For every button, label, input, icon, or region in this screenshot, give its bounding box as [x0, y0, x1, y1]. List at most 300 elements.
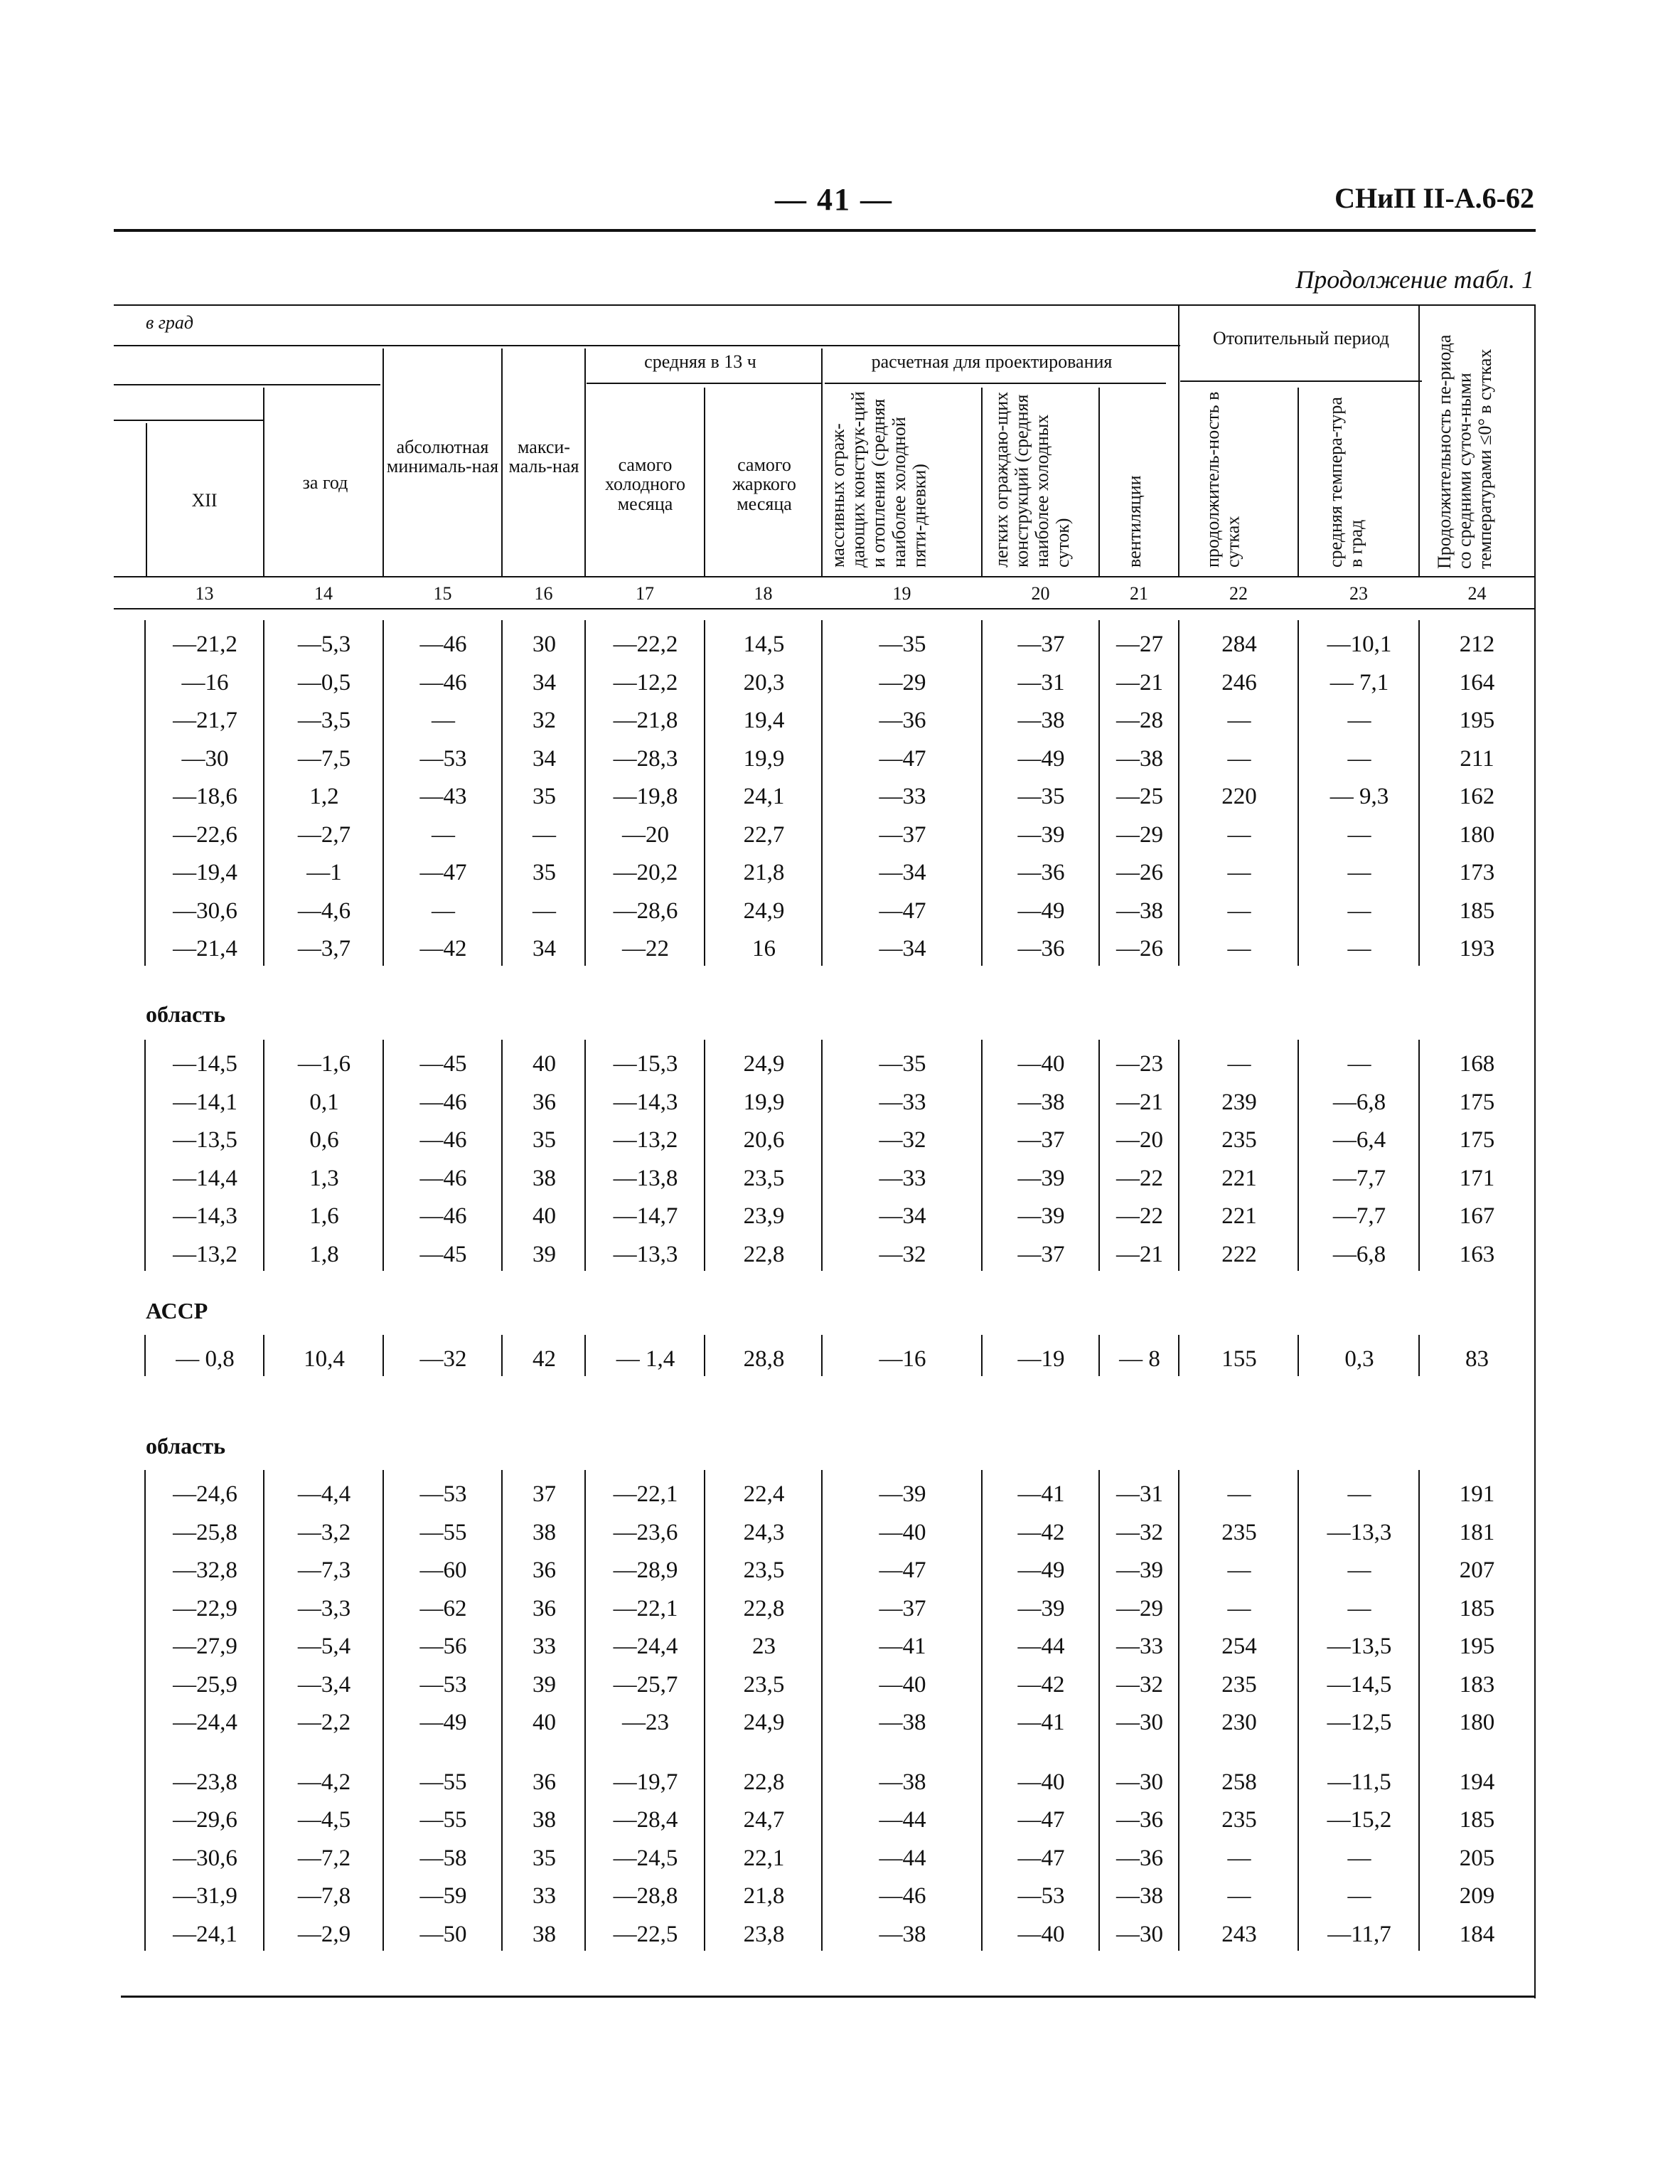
cell-abs-min: —62 — [419, 1595, 467, 1621]
cell-ventilation: —27 — [1116, 632, 1163, 657]
cell-xii: —32,8 — [173, 1557, 237, 1583]
cell-duration: 246 — [1221, 669, 1257, 696]
cell-period-days: 194 — [1459, 1769, 1495, 1795]
cell-ventilation: —32 — [1116, 1519, 1163, 1545]
cell-max: 37 — [533, 1481, 556, 1507]
table-row — [0, 1514, 1680, 1551]
table-row — [0, 664, 1680, 701]
header-col-ventilation: вентиляции — [1124, 475, 1145, 568]
column-separator — [584, 620, 586, 966]
cell-ventilation: —38 — [1116, 1883, 1163, 1909]
column-separator — [1178, 620, 1179, 966]
cell-year: —2,9 — [297, 1921, 351, 1947]
column-separator — [981, 1470, 983, 1951]
group-label: область — [146, 1433, 225, 1459]
cell-massive: —38 — [879, 1710, 926, 1735]
cell-avg-temp: — 9,3 — [1329, 784, 1389, 809]
cell-ventilation: —22 — [1116, 1165, 1163, 1191]
cell-period-days: 209 — [1459, 1883, 1495, 1909]
header-mean-13h: средняя в 13 ч — [644, 351, 756, 372]
cell-ventilation: —21 — [1116, 669, 1163, 696]
cell-cold-month: —25,7 — [613, 1671, 678, 1698]
group-label: АССР — [146, 1298, 208, 1323]
cell-light: —41 — [1017, 1710, 1065, 1735]
cell-light: —36 — [1017, 860, 1065, 885]
cell-abs-min: —60 — [419, 1557, 467, 1583]
table-row — [0, 1122, 1680, 1158]
cell-year: —7,8 — [297, 1883, 351, 1909]
column-separator — [1298, 1335, 1299, 1376]
cell-xii: —21,2 — [173, 632, 237, 657]
cell-abs-min: —55 — [419, 1807, 467, 1833]
cell-max: 39 — [533, 1241, 556, 1267]
cell-year: 0,1 — [309, 1089, 339, 1115]
cell-light: —40 — [1017, 1051, 1065, 1077]
col-num-19: 19 — [892, 583, 911, 604]
cell-duration: — — [1227, 1481, 1251, 1507]
page-number: — 41 — — [775, 182, 893, 217]
cell-year: 1,8 — [309, 1241, 339, 1267]
cell-abs-min: — — [432, 821, 455, 848]
cell-max: 36 — [533, 1557, 556, 1583]
cell-cold-month: —28,9 — [613, 1557, 678, 1583]
cell-year: —1,6 — [297, 1051, 351, 1077]
cell-abs-min: —45 — [419, 1241, 467, 1267]
cell-hot-month: 24,1 — [743, 784, 785, 809]
header-col-avg-temp: средняя темпера-тура в град — [1325, 397, 1366, 568]
cell-period-days: 167 — [1459, 1203, 1495, 1229]
cell-hot-month: 23,8 — [743, 1921, 785, 1947]
cell-abs-min: —46 — [419, 1165, 467, 1191]
col-num-16: 16 — [534, 583, 553, 604]
cell-abs-min: —53 — [419, 1671, 467, 1698]
cell-ventilation: —25 — [1116, 784, 1163, 809]
cell-avg-temp: —15,2 — [1327, 1807, 1392, 1833]
cell-duration: 235 — [1221, 1671, 1257, 1698]
column-separator — [1178, 1470, 1179, 1951]
column-separator — [144, 1335, 146, 1376]
cell-period-days: 183 — [1459, 1671, 1495, 1698]
cell-duration: — — [1227, 745, 1251, 772]
cell-max: 42 — [533, 1346, 556, 1372]
column-separator — [501, 620, 503, 966]
cell-period-days: 83 — [1465, 1346, 1489, 1372]
cell-year: —4,5 — [297, 1807, 351, 1833]
cell-light: —41 — [1017, 1481, 1065, 1507]
cell-year: 1,2 — [309, 784, 339, 809]
cell-max: 40 — [533, 1051, 556, 1077]
cell-xii: —22,6 — [173, 821, 237, 848]
cell-period-days: 162 — [1459, 784, 1495, 809]
cell-avg-temp: —6,8 — [1332, 1089, 1386, 1115]
cell-ventilation: —39 — [1116, 1557, 1163, 1583]
column-separator — [584, 1040, 586, 1271]
cell-xii: —25,8 — [173, 1519, 237, 1545]
cell-max: 33 — [533, 1634, 556, 1659]
cell-abs-min: — — [432, 897, 455, 924]
cell-light: —38 — [1017, 708, 1065, 733]
cell-avg-temp: —7,7 — [1332, 1203, 1386, 1229]
cell-cold-month: —14,7 — [613, 1203, 678, 1229]
cell-hot-month: 24,9 — [743, 897, 785, 924]
cell-period-days: 205 — [1459, 1845, 1495, 1871]
table-row — [0, 854, 1680, 891]
cell-light: —31 — [1017, 669, 1065, 696]
column-separator — [704, 620, 705, 966]
cell-max: 35 — [533, 1845, 556, 1871]
cell-light: —39 — [1017, 1203, 1065, 1229]
cell-year: —2,7 — [297, 821, 351, 848]
cell-hot-month: 21,8 — [743, 1883, 785, 1909]
cell-hot-month: 23,9 — [743, 1203, 785, 1229]
cell-year: —4,2 — [297, 1769, 351, 1795]
cell-massive: —36 — [879, 708, 926, 733]
cell-period-days: 163 — [1459, 1241, 1495, 1267]
cell-duration: 235 — [1221, 1807, 1257, 1833]
cell-light: —38 — [1017, 1089, 1065, 1115]
column-separator — [1098, 620, 1100, 966]
cell-year: —5,3 — [297, 632, 351, 657]
cell-year: —3,2 — [297, 1519, 351, 1545]
cell-xii: —25,9 — [173, 1671, 237, 1698]
cell-duration: 254 — [1221, 1634, 1257, 1659]
cell-ventilation: —21 — [1116, 1241, 1163, 1267]
cell-avg-temp: —13,3 — [1327, 1519, 1392, 1545]
cell-massive: —33 — [879, 1089, 926, 1115]
cell-massive: —37 — [879, 1595, 926, 1621]
table-row — [0, 1628, 1680, 1665]
cell-abs-min: —42 — [419, 936, 467, 962]
table-row — [0, 1801, 1680, 1838]
cell-massive: —37 — [879, 821, 926, 848]
cell-cold-month: —20 — [622, 821, 669, 848]
cell-duration: 239 — [1221, 1089, 1257, 1115]
cell-massive: —33 — [879, 1165, 926, 1191]
cell-light: —44 — [1017, 1634, 1065, 1659]
table-top-rule — [114, 304, 1536, 306]
col-num-14: 14 — [314, 583, 333, 604]
cell-max: 36 — [533, 1769, 556, 1795]
cell-max: 36 — [533, 1089, 556, 1115]
cell-massive: —32 — [879, 1241, 926, 1267]
cell-ventilation: —33 — [1116, 1634, 1163, 1659]
cell-avg-temp: — — [1347, 1883, 1371, 1909]
cell-period-days: 195 — [1459, 1634, 1495, 1659]
column-separator — [144, 620, 146, 966]
cell-max: 34 — [533, 669, 556, 696]
cell-abs-min: —47 — [419, 860, 467, 885]
cell-light: —40 — [1017, 1921, 1065, 1947]
cell-massive: —33 — [879, 784, 926, 809]
cell-avg-temp: — — [1347, 821, 1371, 848]
cell-period-days: 185 — [1459, 897, 1495, 924]
cell-abs-min: —46 — [419, 1203, 467, 1229]
column-separator — [382, 620, 384, 966]
cell-hot-month: 23 — [752, 1634, 776, 1659]
cell-xii: —14,5 — [173, 1051, 237, 1077]
cell-massive: —29 — [879, 669, 926, 696]
cell-massive: —32 — [879, 1127, 926, 1153]
cell-xii: —14,3 — [173, 1203, 237, 1229]
column-separator — [1098, 1335, 1100, 1376]
column-separator — [821, 1335, 823, 1376]
column-separator — [704, 1335, 705, 1376]
cell-ventilation: —36 — [1116, 1807, 1163, 1833]
column-separator — [704, 1040, 705, 1271]
col-num-13: 13 — [195, 583, 214, 604]
cell-light: —19 — [1017, 1346, 1065, 1372]
cell-year: —1 — [306, 860, 342, 885]
col-num-22: 22 — [1229, 583, 1248, 604]
column-separator — [382, 1335, 384, 1376]
cell-ventilation: —30 — [1116, 1710, 1163, 1735]
cell-period-days: 181 — [1459, 1519, 1495, 1545]
cell-abs-min: —53 — [419, 745, 467, 772]
cell-massive: —41 — [879, 1634, 926, 1659]
cell-duration: — — [1227, 1557, 1251, 1583]
column-separator — [584, 1335, 586, 1376]
cell-hot-month: 23,5 — [743, 1671, 785, 1698]
cell-ventilation: —29 — [1116, 821, 1163, 848]
column-separator — [1098, 1040, 1100, 1271]
cell-abs-min: —53 — [419, 1481, 467, 1507]
cell-hot-month: 22,8 — [743, 1595, 785, 1621]
cell-period-days: 180 — [1459, 821, 1495, 848]
table-row — [0, 893, 1680, 929]
column-separator — [263, 1040, 264, 1271]
cell-cold-month: —19,8 — [613, 784, 678, 809]
cell-duration: — — [1227, 860, 1251, 885]
header-col-xii: XII — [191, 490, 218, 511]
table-row — [0, 1160, 1680, 1197]
cell-massive: —39 — [879, 1481, 926, 1507]
cell-abs-min: —59 — [419, 1883, 467, 1909]
table-row — [0, 1840, 1680, 1877]
col-num-21: 21 — [1130, 583, 1148, 604]
cell-duration: — — [1227, 1051, 1251, 1077]
table-row — [0, 1916, 1680, 1953]
column-separator — [821, 1040, 823, 1271]
cell-light: —49 — [1017, 745, 1065, 772]
column-separator — [1418, 620, 1420, 966]
cell-xii: —13,5 — [173, 1127, 237, 1153]
column-separator — [382, 1470, 384, 1951]
cell-cold-month: —23 — [622, 1710, 669, 1735]
cell-hot-month: 22,1 — [743, 1845, 785, 1871]
cell-ventilation: —36 — [1116, 1845, 1163, 1871]
cell-year: —7,3 — [297, 1557, 351, 1583]
cell-year: 0,6 — [309, 1127, 339, 1153]
header-design: расчетная для проектирования — [871, 351, 1113, 372]
cell-abs-min: —55 — [419, 1519, 467, 1545]
header-col-duration: продолжитель-ность в сутках — [1202, 391, 1243, 568]
cell-duration: — — [1227, 708, 1251, 733]
cell-hot-month: 22,8 — [743, 1769, 785, 1795]
cell-period-days: 168 — [1459, 1051, 1495, 1077]
cell-xii: —24,1 — [173, 1921, 237, 1947]
cell-year: —3,4 — [297, 1671, 351, 1698]
column-separator — [1298, 620, 1299, 966]
cell-duration: 235 — [1221, 1127, 1257, 1153]
cell-ventilation: —26 — [1116, 860, 1163, 885]
cell-duration: 155 — [1221, 1346, 1257, 1372]
cell-period-days: 211 — [1460, 745, 1494, 772]
cell-hot-month: 19,9 — [743, 1089, 785, 1115]
table-continuation-label: Продолжение табл. 1 — [1295, 265, 1534, 294]
cell-light: —35 — [1017, 784, 1065, 809]
group-label: область — [146, 1001, 225, 1027]
table-row — [0, 626, 1680, 663]
cell-abs-min: —49 — [419, 1710, 467, 1735]
cell-xii: —19,4 — [173, 860, 237, 885]
cell-cold-month: —13,2 — [613, 1127, 678, 1153]
cell-ventilation: —30 — [1116, 1921, 1163, 1947]
cell-ventilation: — 8 — [1119, 1346, 1160, 1372]
cell-duration: — — [1227, 821, 1251, 848]
col-num-15: 15 — [433, 583, 452, 604]
cell-max: 38 — [533, 1921, 556, 1947]
cell-period-days: 193 — [1459, 936, 1495, 962]
cell-avg-temp: —6,8 — [1332, 1241, 1386, 1267]
cell-cold-month: —22,5 — [613, 1921, 678, 1947]
cell-hot-month: 24,9 — [743, 1051, 785, 1077]
cell-duration: — — [1227, 936, 1251, 962]
cell-hot-month: 21,8 — [743, 860, 785, 885]
cell-ventilation: —21 — [1116, 1089, 1163, 1115]
cell-light: —42 — [1017, 1519, 1065, 1545]
cell-cold-month: —28,4 — [613, 1807, 678, 1833]
cell-xii: —13,2 — [173, 1241, 237, 1267]
column-separator — [501, 1470, 503, 1951]
cell-max: — — [533, 821, 556, 848]
cell-xii: —30,6 — [173, 897, 237, 924]
cell-massive: —38 — [879, 1921, 926, 1947]
cell-xii: —21,7 — [173, 708, 237, 733]
cell-xii: —23,8 — [173, 1769, 237, 1795]
cell-light: —40 — [1017, 1769, 1065, 1795]
cell-period-days: 180 — [1459, 1710, 1495, 1735]
cell-abs-min: —50 — [419, 1921, 467, 1947]
cell-ventilation: —31 — [1116, 1481, 1163, 1507]
cell-avg-temp: — — [1347, 708, 1371, 733]
cell-cold-month: —12,2 — [613, 669, 678, 696]
cell-max: 40 — [533, 1710, 556, 1735]
cell-xii: —16 — [181, 669, 229, 696]
cell-massive: —47 — [879, 897, 926, 924]
cell-abs-min: —45 — [419, 1051, 467, 1077]
cell-duration: 222 — [1221, 1241, 1257, 1267]
column-separator — [1178, 1040, 1179, 1271]
cell-abs-min: —43 — [419, 784, 467, 809]
col-num-20: 20 — [1031, 583, 1050, 604]
cell-hot-month: 22,4 — [743, 1481, 785, 1507]
cell-cold-month: —13,8 — [613, 1165, 678, 1191]
cell-hot-month: 16 — [752, 936, 776, 962]
cell-cold-month: —24,4 — [613, 1634, 678, 1659]
column-separator — [144, 1040, 146, 1271]
header-col-cold-month: самого холодного месяца — [604, 454, 686, 514]
cell-xii: —18,6 — [173, 784, 237, 809]
cell-cold-month: —21,8 — [613, 708, 678, 733]
cell-duration: 258 — [1221, 1769, 1257, 1795]
cell-massive: —44 — [879, 1845, 926, 1871]
cell-massive: —34 — [879, 860, 926, 885]
cell-ventilation: —20 — [1116, 1127, 1163, 1153]
table-row — [0, 1236, 1680, 1273]
table-row — [0, 1476, 1680, 1513]
cell-duration: — — [1227, 897, 1251, 924]
cell-avg-temp: — — [1347, 1557, 1371, 1583]
cell-cold-month: —28,6 — [613, 897, 678, 924]
cell-hot-month: 20,3 — [743, 669, 785, 696]
column-separator — [1298, 1470, 1299, 1951]
cell-massive: —34 — [879, 1203, 926, 1229]
cell-year: 1,3 — [309, 1165, 339, 1191]
cell-avg-temp: — — [1347, 745, 1371, 772]
cell-avg-temp: — — [1347, 1845, 1371, 1871]
cell-avg-temp: — — [1347, 1051, 1371, 1077]
cell-ventilation: —26 — [1116, 936, 1163, 962]
cell-duration: 284 — [1221, 632, 1257, 657]
table-row — [0, 1877, 1680, 1914]
cell-xii: —22,9 — [173, 1595, 237, 1621]
cell-max: 38 — [533, 1165, 556, 1191]
table-row — [0, 930, 1680, 967]
cell-massive: —35 — [879, 1051, 926, 1077]
cell-year: —0,5 — [297, 669, 351, 696]
cell-year: —7,5 — [297, 745, 351, 772]
cell-avg-temp: — — [1347, 897, 1371, 924]
cell-massive: —46 — [879, 1883, 926, 1909]
cell-abs-min: —46 — [419, 669, 467, 696]
cell-avg-temp: — — [1347, 936, 1371, 962]
cell-avg-temp: —10,1 — [1327, 632, 1392, 657]
cell-xii: —24,4 — [173, 1710, 237, 1735]
cell-xii: —29,6 — [173, 1807, 237, 1833]
cell-cold-month: —19,7 — [613, 1769, 678, 1795]
cell-light: —53 — [1017, 1883, 1065, 1909]
column-separator — [981, 1040, 983, 1271]
header-col-max: макси-маль-ная — [508, 437, 579, 477]
cell-max: 38 — [533, 1519, 556, 1545]
column-separator — [821, 620, 823, 966]
column-separator — [704, 1470, 705, 1951]
header-rule — [114, 229, 1536, 232]
cell-cold-month: — 1,4 — [616, 1346, 675, 1372]
cell-abs-min: —55 — [419, 1769, 467, 1795]
table-row — [0, 1341, 1680, 1378]
cell-hot-month: 19,4 — [743, 708, 785, 733]
column-separator — [1418, 1470, 1420, 1951]
table-row — [0, 1552, 1680, 1589]
cell-cold-month: —15,3 — [613, 1051, 678, 1077]
header-col-massive: массивных ограж-дающих конструк-ций и отопления (средняя наиболее холодной пяти-дневки) — [828, 391, 930, 568]
cell-avg-temp: —13,5 — [1327, 1634, 1392, 1659]
column-separator — [382, 1040, 384, 1271]
cell-max: 35 — [533, 784, 556, 809]
column-separator — [263, 1470, 264, 1951]
cell-xii: —14,1 — [173, 1089, 237, 1115]
column-separator — [263, 620, 264, 966]
cell-hot-month: 22,7 — [743, 821, 785, 848]
cell-duration: 220 — [1221, 784, 1257, 809]
cell-avg-temp: — — [1347, 860, 1371, 885]
cell-avg-temp: — — [1347, 1595, 1371, 1621]
cell-year: —2,2 — [297, 1710, 351, 1735]
cell-ventilation: —29 — [1116, 1595, 1163, 1621]
cell-hot-month: 23,5 — [743, 1557, 785, 1583]
cell-max: 35 — [533, 860, 556, 885]
